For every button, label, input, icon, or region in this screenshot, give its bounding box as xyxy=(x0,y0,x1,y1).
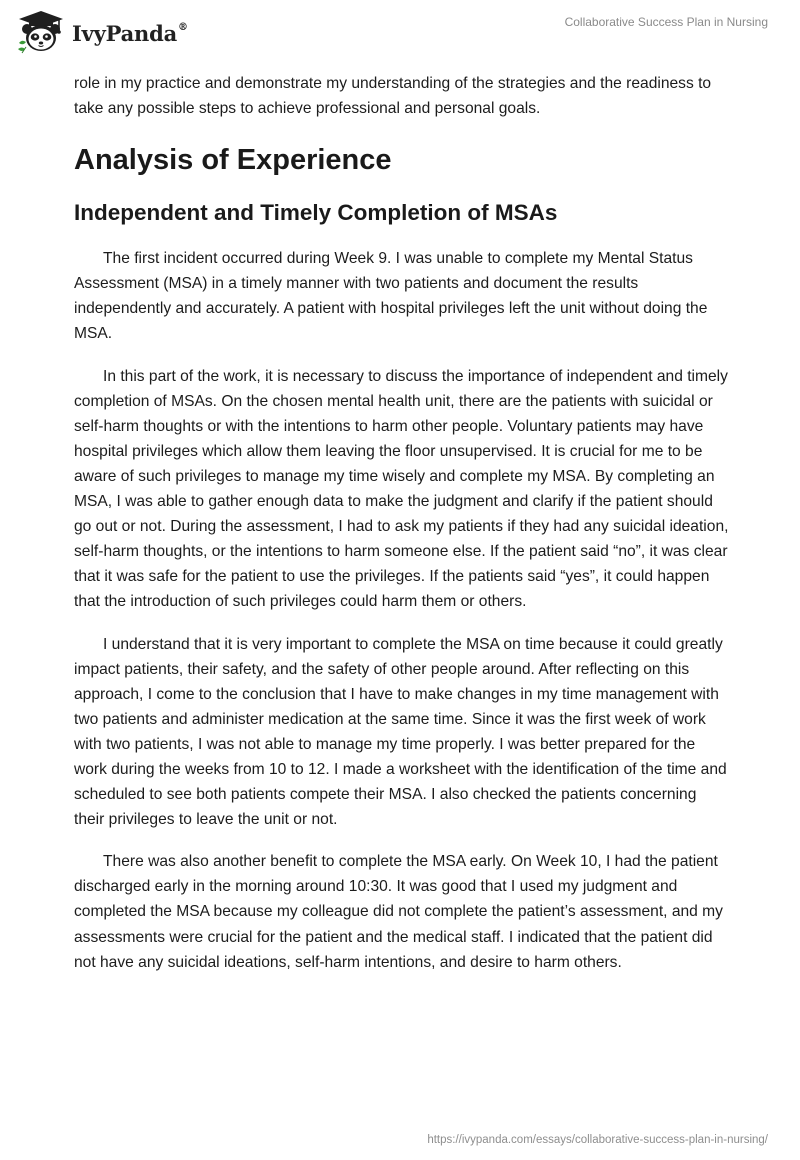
page-header xyxy=(0,0,800,66)
document-title: Collaborative Success Plan in Nursing xyxy=(564,15,768,29)
source-url-link[interactable]: https://ivypanda.com/essays/collaborative-success-plan-in-nursing/ xyxy=(427,1134,768,1146)
subsection-heading: Independent and Timely Completion of MSAs xyxy=(74,200,558,226)
lead-paragraph: role in my practice and demonstrate my understanding of the strategies and the readiness to take any possible steps to achieve professional and personal goals. xyxy=(74,75,712,118)
essay-content xyxy=(74,71,730,992)
panda-graduate-icon xyxy=(16,9,66,55)
paragraph: In this part of the work, it is necessary to discuss the importance of independent and timely completion of MSAs. On the chosen mental health unit, there are the patients with suicidal or self-harm thoughts or with the intentions to harm other people. Voluntary patients may have hospital privileges which allow them leaving the floor unsupervised. It is crucial for me to be aware of such privileges to manage my time wisely and complete my MSA. By completing an MSA, I was able to gather enough data to make the judgment and clarify if the patient should go out or not. During the assessment, I had to ask my patients if they had any suicidal ideation, self-harm thoughts, or the intentions to harm someone else. If the patient said “no”, it was clear that it was safe for the patient to use the privileges. If the patients said “yes”, it could happen that the introduction of such privileges could harm them or others. xyxy=(74,367,729,611)
paragraph: I understand that it is very important to complete the MSA on time because it could greatly impact patients, their safety, and the safety of other people around. After reflecting on this approach, I come to the conclusion that I have to make changes in my time management with two patients and administer medication at the same time. Since it was the first week of work with two patients, I was not able to manage my time properly. I was better prepared for the work during the weeks from 10 to 12. I made a worksheet with the identification of the time and scheduled to see both patients compete their MSA. I also checked the patients concerning their privileges to leave the unit or not. xyxy=(74,635,727,829)
section-heading: Analysis of Experience xyxy=(74,144,392,177)
registered-mark: ® xyxy=(178,21,188,33)
paragraph: The first incident occurred during Week 9. I was unable to complete my Mental Status Assessment (MSA) in a timely manner with two patients and document the results independently and accurately. A patient with hospital privileges left the unit without doing the MSA. xyxy=(74,250,708,343)
brand-name: IvyPanda® xyxy=(72,20,188,46)
ivypanda-logo[interactable] xyxy=(16,9,188,55)
paragraph: There was also another benefit to complete the MSA early. On Week 10, I had the patient discharged early in the morning around 10:30. It was good that I used my judgment and completed the MSA because my colleague did not complete the patient’s assessment, and my assessments were crucial for the patient and the medical staff. I indicated that the patient did not have any suicidal ideations, self-harm intentions, and desire to harm others. xyxy=(74,853,723,971)
